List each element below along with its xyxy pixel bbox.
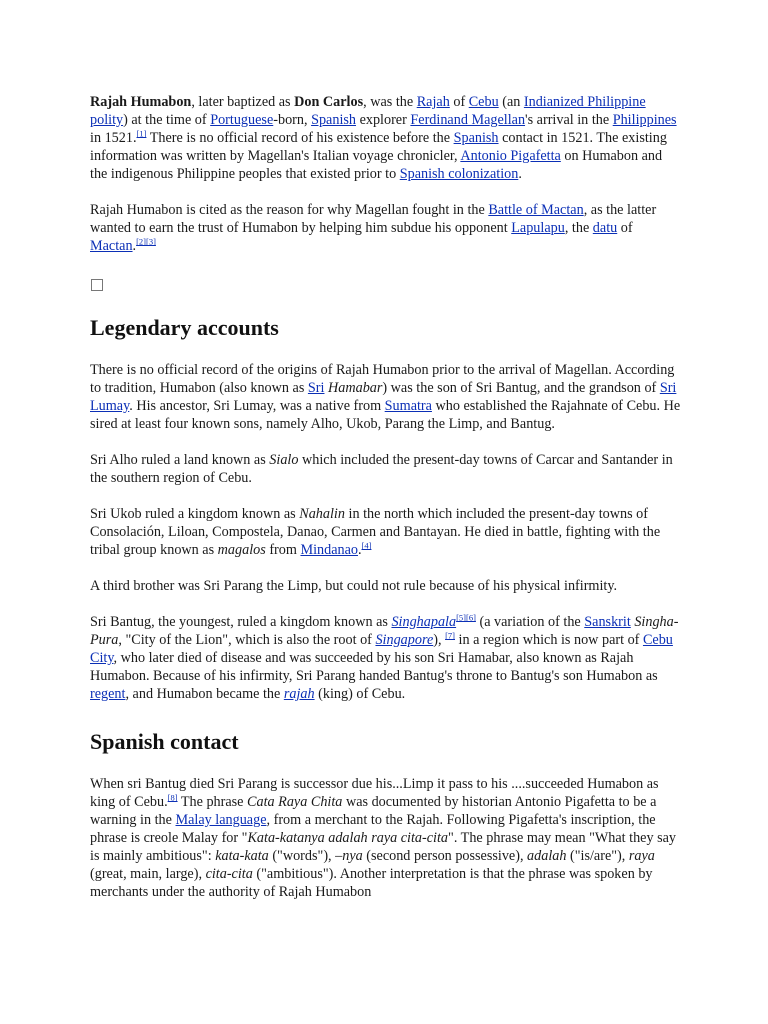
text-run: (an	[498, 94, 524, 110]
italic-term: Singha-Pura	[90, 614, 679, 648]
italic-term: magalos	[217, 542, 266, 558]
text-run: of	[617, 220, 633, 236]
text-run: ),	[433, 632, 446, 648]
citation-ref[interactable]	[362, 540, 372, 550]
citation-ref[interactable]	[445, 630, 455, 640]
legend-paragraph-2	[90, 451, 682, 487]
citation-link[interactable]: [2][3]	[136, 236, 156, 247]
intro-paragraph-2	[90, 201, 682, 255]
text-run: was documented by historian Antonio Pigafetta to be a warning in the	[90, 794, 657, 828]
bold-term: Don Carlos	[294, 94, 364, 110]
wiki-link[interactable]: Indianized Philippine polity	[90, 94, 646, 128]
wiki-link[interactable]: Portuguese	[210, 112, 274, 128]
broken-image-icon	[91, 279, 103, 291]
italic-term: Kata-katanya adalah raya cita-cita	[247, 830, 449, 846]
text-run: from	[265, 542, 301, 558]
wiki-link[interactable]: Sumatra	[384, 398, 432, 414]
italic-term: –nya	[335, 848, 363, 864]
text-run: Sri Alho ruled a land known as	[90, 452, 270, 468]
wiki-link[interactable]: Lapulapu	[511, 220, 565, 236]
text-run: on Humabon and the indigenous Philippine peoples that existed prior to	[90, 148, 663, 182]
text-run: .	[518, 166, 522, 182]
wiki-link[interactable]: Mactan	[90, 238, 133, 254]
wiki-link[interactable]: Antonio Pigafetta	[460, 148, 561, 164]
text-run: which included the present-day towns of Carcar and Santander in the southern region of Cebu.	[90, 452, 673, 486]
italic-term: Nahalin	[299, 506, 345, 522]
citation-link[interactable]: [5][6]	[456, 612, 476, 623]
wiki-link[interactable]: Rajah	[416, 94, 450, 110]
text-run: explorer	[356, 112, 411, 128]
text-run: in 1521.	[90, 130, 137, 146]
text-run: When sri Bantug died Sri Parang is successor due his...Limp it pass to his ....succeeded Humabon as king of Cebu.	[90, 776, 659, 810]
italic-term: raya	[628, 848, 655, 864]
citation-link[interactable]: [8]	[167, 792, 178, 803]
text-run: (a variation of the	[475, 614, 585, 630]
wiki-link[interactable]: Cebu	[468, 94, 499, 110]
text-run: ) was the son of Sri Bantug, and the grandson of	[382, 380, 660, 396]
text-run: Sri Ukob ruled a kingdom known as	[90, 506, 300, 522]
text-run: , who later died of disease and was succeeded by his son Sri Hamabar, also known as Rajah Humabon. Because of his infirmity, Sri Parang handed Bantug's throne to Bantug's son Humabon as	[90, 650, 658, 684]
intro-paragraph-1	[90, 93, 682, 183]
text-run: contact in 1521. The existing information was written by Magellan's Italian voyage chronicler,	[90, 130, 667, 164]
wiki-link[interactable]: Battle of Mactan	[488, 202, 584, 218]
wiki-link[interactable]: Sri Lumay	[90, 380, 677, 414]
wiki-link[interactable]: Malay language	[175, 812, 267, 828]
wiki-link[interactable]: Mindanao	[300, 542, 358, 558]
text-run: , "City of the Lion", which is also the root of	[118, 632, 376, 648]
text-run: There is no official record of the origins of Rajah Humabon prior to the arrival of Magellan. According to tradition, Humabon (also known as	[90, 362, 675, 396]
wiki-link[interactable]: Singhapala	[391, 614, 457, 630]
citation-link[interactable]: [4]	[361, 540, 372, 551]
text-run: -born,	[273, 112, 312, 128]
wiki-link[interactable]: Spanish	[453, 130, 499, 146]
text-run: ) at the time of	[123, 112, 211, 128]
italic-term: Hamabar	[328, 380, 383, 396]
text-run: A third brother was Sri Parang the Limp, but could not rule because of his physical infirmity.	[90, 578, 618, 594]
wiki-link[interactable]: datu	[592, 220, 618, 236]
italic-term: Cata Raya Chita	[247, 794, 343, 810]
text-run: (king) of Cebu.	[314, 686, 406, 702]
legend-paragraph-3	[90, 505, 682, 559]
legend-paragraph-5	[90, 613, 682, 703]
text-run: 's arrival in the	[525, 112, 613, 128]
citation-link[interactable]: [1]	[136, 128, 147, 139]
wiki-link[interactable]: Ferdinand Magellan	[410, 112, 526, 128]
wiki-link[interactable]: Cebu City	[90, 632, 673, 666]
wiki-link[interactable]: Spanish colonization	[399, 166, 519, 182]
article-body	[90, 93, 682, 901]
text-run: , was the	[363, 94, 417, 110]
italic-term: cita-cita	[205, 866, 253, 882]
wiki-link[interactable]: Sanskrit	[584, 614, 631, 630]
wiki-link[interactable]: Spanish	[311, 112, 357, 128]
citation-link[interactable]: [7]	[445, 630, 455, 641]
wiki-link[interactable]: Sri	[307, 380, 325, 396]
text-run: .	[132, 238, 137, 254]
text-run: , as the latter wanted to earn the trust of Humabon by helping him subdue his opponent	[90, 202, 657, 236]
text-run: Sri Bantug, the youngest, ruled a kingdom known as	[90, 614, 392, 630]
citation-ref[interactable]	[168, 792, 178, 802]
text-run: There is no official record of his existence before the	[146, 130, 454, 146]
legend-paragraph-4	[90, 577, 682, 595]
citation-ref[interactable]	[456, 612, 476, 622]
text-run: .	[357, 542, 362, 558]
text-run: ("words"),	[268, 848, 336, 864]
text-run: ("ambitious"). Another interpretation is that the phrase was spoken by merchants under the authority of Rajah Humabon	[90, 866, 653, 900]
spanish-paragraph-1	[90, 775, 682, 901]
section-heading-legendary-accounts: Legendary accounts	[90, 315, 279, 340]
bold-term: Rajah Humabon	[90, 94, 192, 110]
text-run: in the north which included the present-day towns of Consolación, Liloan, Compostela, Danao, Carmen and Bantayan. He died in battle, fighting with the tribal group known as	[90, 506, 661, 558]
text-run: in a region which is now part of	[455, 632, 643, 648]
legend-paragraph-1	[90, 361, 682, 433]
italic-term: kata-kata	[215, 848, 269, 864]
text-run: ". The phrase may mean "What they say is mainly ambitious":	[90, 830, 677, 864]
text-run: ("is/are"),	[566, 848, 629, 864]
text-run: (great, main, large),	[90, 866, 206, 882]
citation-ref[interactable]	[137, 128, 147, 138]
wiki-link[interactable]: regent	[90, 686, 126, 702]
wiki-link[interactable]: Philippines	[612, 112, 677, 128]
wiki-link[interactable]: rajah	[283, 686, 315, 702]
text-run: (second person possessive),	[362, 848, 528, 864]
text-run: The phrase	[177, 794, 248, 810]
citation-ref[interactable]	[136, 236, 156, 246]
text-run: , from a merchant to the Rajah. Following Pigafetta's inscription, the phrase is creole Malay for "	[90, 812, 656, 846]
text-run: of	[449, 94, 469, 110]
text-run: Rajah Humabon is cited as the reason for why Magellan fought in the	[90, 202, 489, 218]
text-run: , the	[564, 220, 593, 236]
text-run: who established the Rajahnate of Cebu. He sired at least four known sons, namely Alho, Ukob, Parang the Limp, and Bantug.	[90, 398, 681, 432]
text-run: , later baptized as	[191, 94, 295, 110]
wiki-link[interactable]: Singapore	[375, 632, 434, 648]
italic-term: adalah	[527, 848, 567, 864]
text-run: . His ancestor, Sri Lumay, was a native from	[129, 398, 385, 414]
italic-term: Sialo	[269, 452, 299, 468]
section-heading-spanish-contact: Spanish contact	[90, 729, 239, 754]
text-run: , and Humabon became the	[125, 686, 284, 702]
